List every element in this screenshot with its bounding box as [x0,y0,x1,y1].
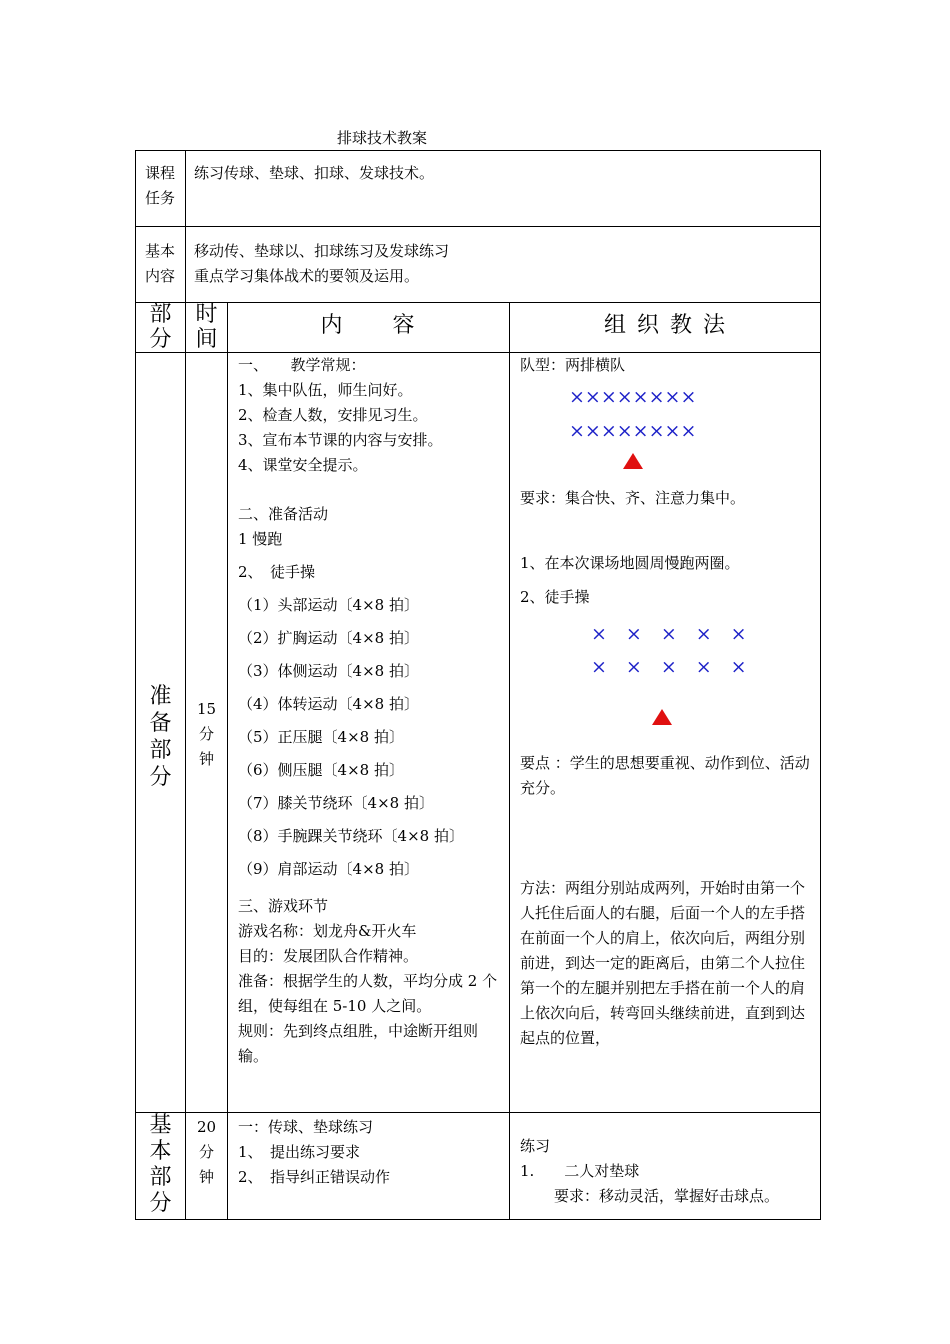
warmup-freehand: 2、 徒手操 [238,563,316,581]
warmup-title: 二、准备活动 [238,505,329,523]
lesson-plan-table [135,150,821,1220]
header-content: 内 容 [320,313,417,338]
header-method: 组 织 教 法 [604,313,727,338]
list-item: （8）手腕踝关节绕环〔4×8 拍〕 [238,827,464,845]
basic-method: 练习 1. 二人对垫球 要求：移动灵活，掌握好击球点。 [520,1137,780,1205]
prep-routine: 一、 教学常规： 1、集中队伍，师生问好。 2、检查人数，安排见习生。 3、宣布本节课的内容与安排。 4、课堂安全提示。 [238,356,443,474]
method-text: 方法：两组分别站成两列，开始时由第一个人托住后面人的右腿，后面一个人的左手搭在前面一个人的肩上，依次向后，两组分别前进，到达一定的距离后，由第二个人拉住第一个的左腿并别把左手搭在前一个人的肩上依次向后，转弯回头继续前进，直到到达起点的位置， [520,879,806,1047]
list-item: （4）体转运动〔4×8 拍〕 [238,695,419,713]
list-item: （9）肩部运动〔4×8 拍〕 [238,860,419,878]
list-item: （1）头部运动〔4×8 拍〕 [238,596,419,614]
teacher-triangle-icon [623,453,643,469]
exercise-list [238,593,464,890]
teacher-triangle-icon [652,709,672,725]
header-time: 时 间 [195,302,218,352]
warmup-jog: 1 慢跑 [238,530,283,548]
prep-part-label: 准 备 部 分 [149,684,172,790]
method-freehand: 2、徒手操 [520,588,590,606]
requirement: 要求：集合快、齐、注意力集中。 [520,489,746,507]
freehand-row-2: × × × × × [591,656,747,678]
course-task-value: 练习传球、垫球、扣球、发球技术。 [194,164,435,182]
formation-row-2: ×××××××× [569,420,697,442]
basic-content-list: 一：传球、垫球练习 1、 提出练习要求 2、 指导纠正错误动作 [238,1118,391,1186]
list-item: （5）正压腿〔4×8 拍〕 [238,728,404,746]
game-section: 三、游戏环节 游戏名称：划龙舟&开火车 目的：发展团队合作精神。 准备：根据学生的人数，平均分成 2 个组，使每组在 5-10 人之间。 规则：先到终点组胜，中途断开组则输。 [238,897,498,1065]
header-part: 部 分 [149,302,172,352]
key-points: 要点 ：学生的思想要重视、动作到位、活动充分。 [520,754,810,797]
list-item: （2）扩胸运动〔4×8 拍〕 [238,629,419,647]
method-jog: 1、在本次课场地圆周慢跑两圈。 [520,554,740,572]
page-title: 排球技术教案 [337,129,428,147]
list-item: （6）侧压腿〔4×8 拍〕 [238,761,404,779]
basic-content-label: 基本 内容 [145,242,176,285]
freehand-row-1: × × × × × [591,623,747,645]
list-item: （3）体侧运动〔4×8 拍〕 [238,662,419,680]
course-task-label: 课程 任务 [145,164,176,207]
formation-row-1: ×××××××× [569,386,697,408]
prep-time: 15 分 钟 [196,700,217,768]
formation-label: 队型：两排横队 [520,356,626,374]
basic-part-label: 基 本 部 分 [149,1113,172,1216]
basic-content-lines: 移动传、垫球以、扣球练习及发球练习 重点学习集体战术的要领及运用。 [194,242,450,285]
list-item: （7）膝关节绕环〔4×8 拍〕 [238,794,434,812]
basic-time: 20 分 钟 [196,1118,217,1186]
